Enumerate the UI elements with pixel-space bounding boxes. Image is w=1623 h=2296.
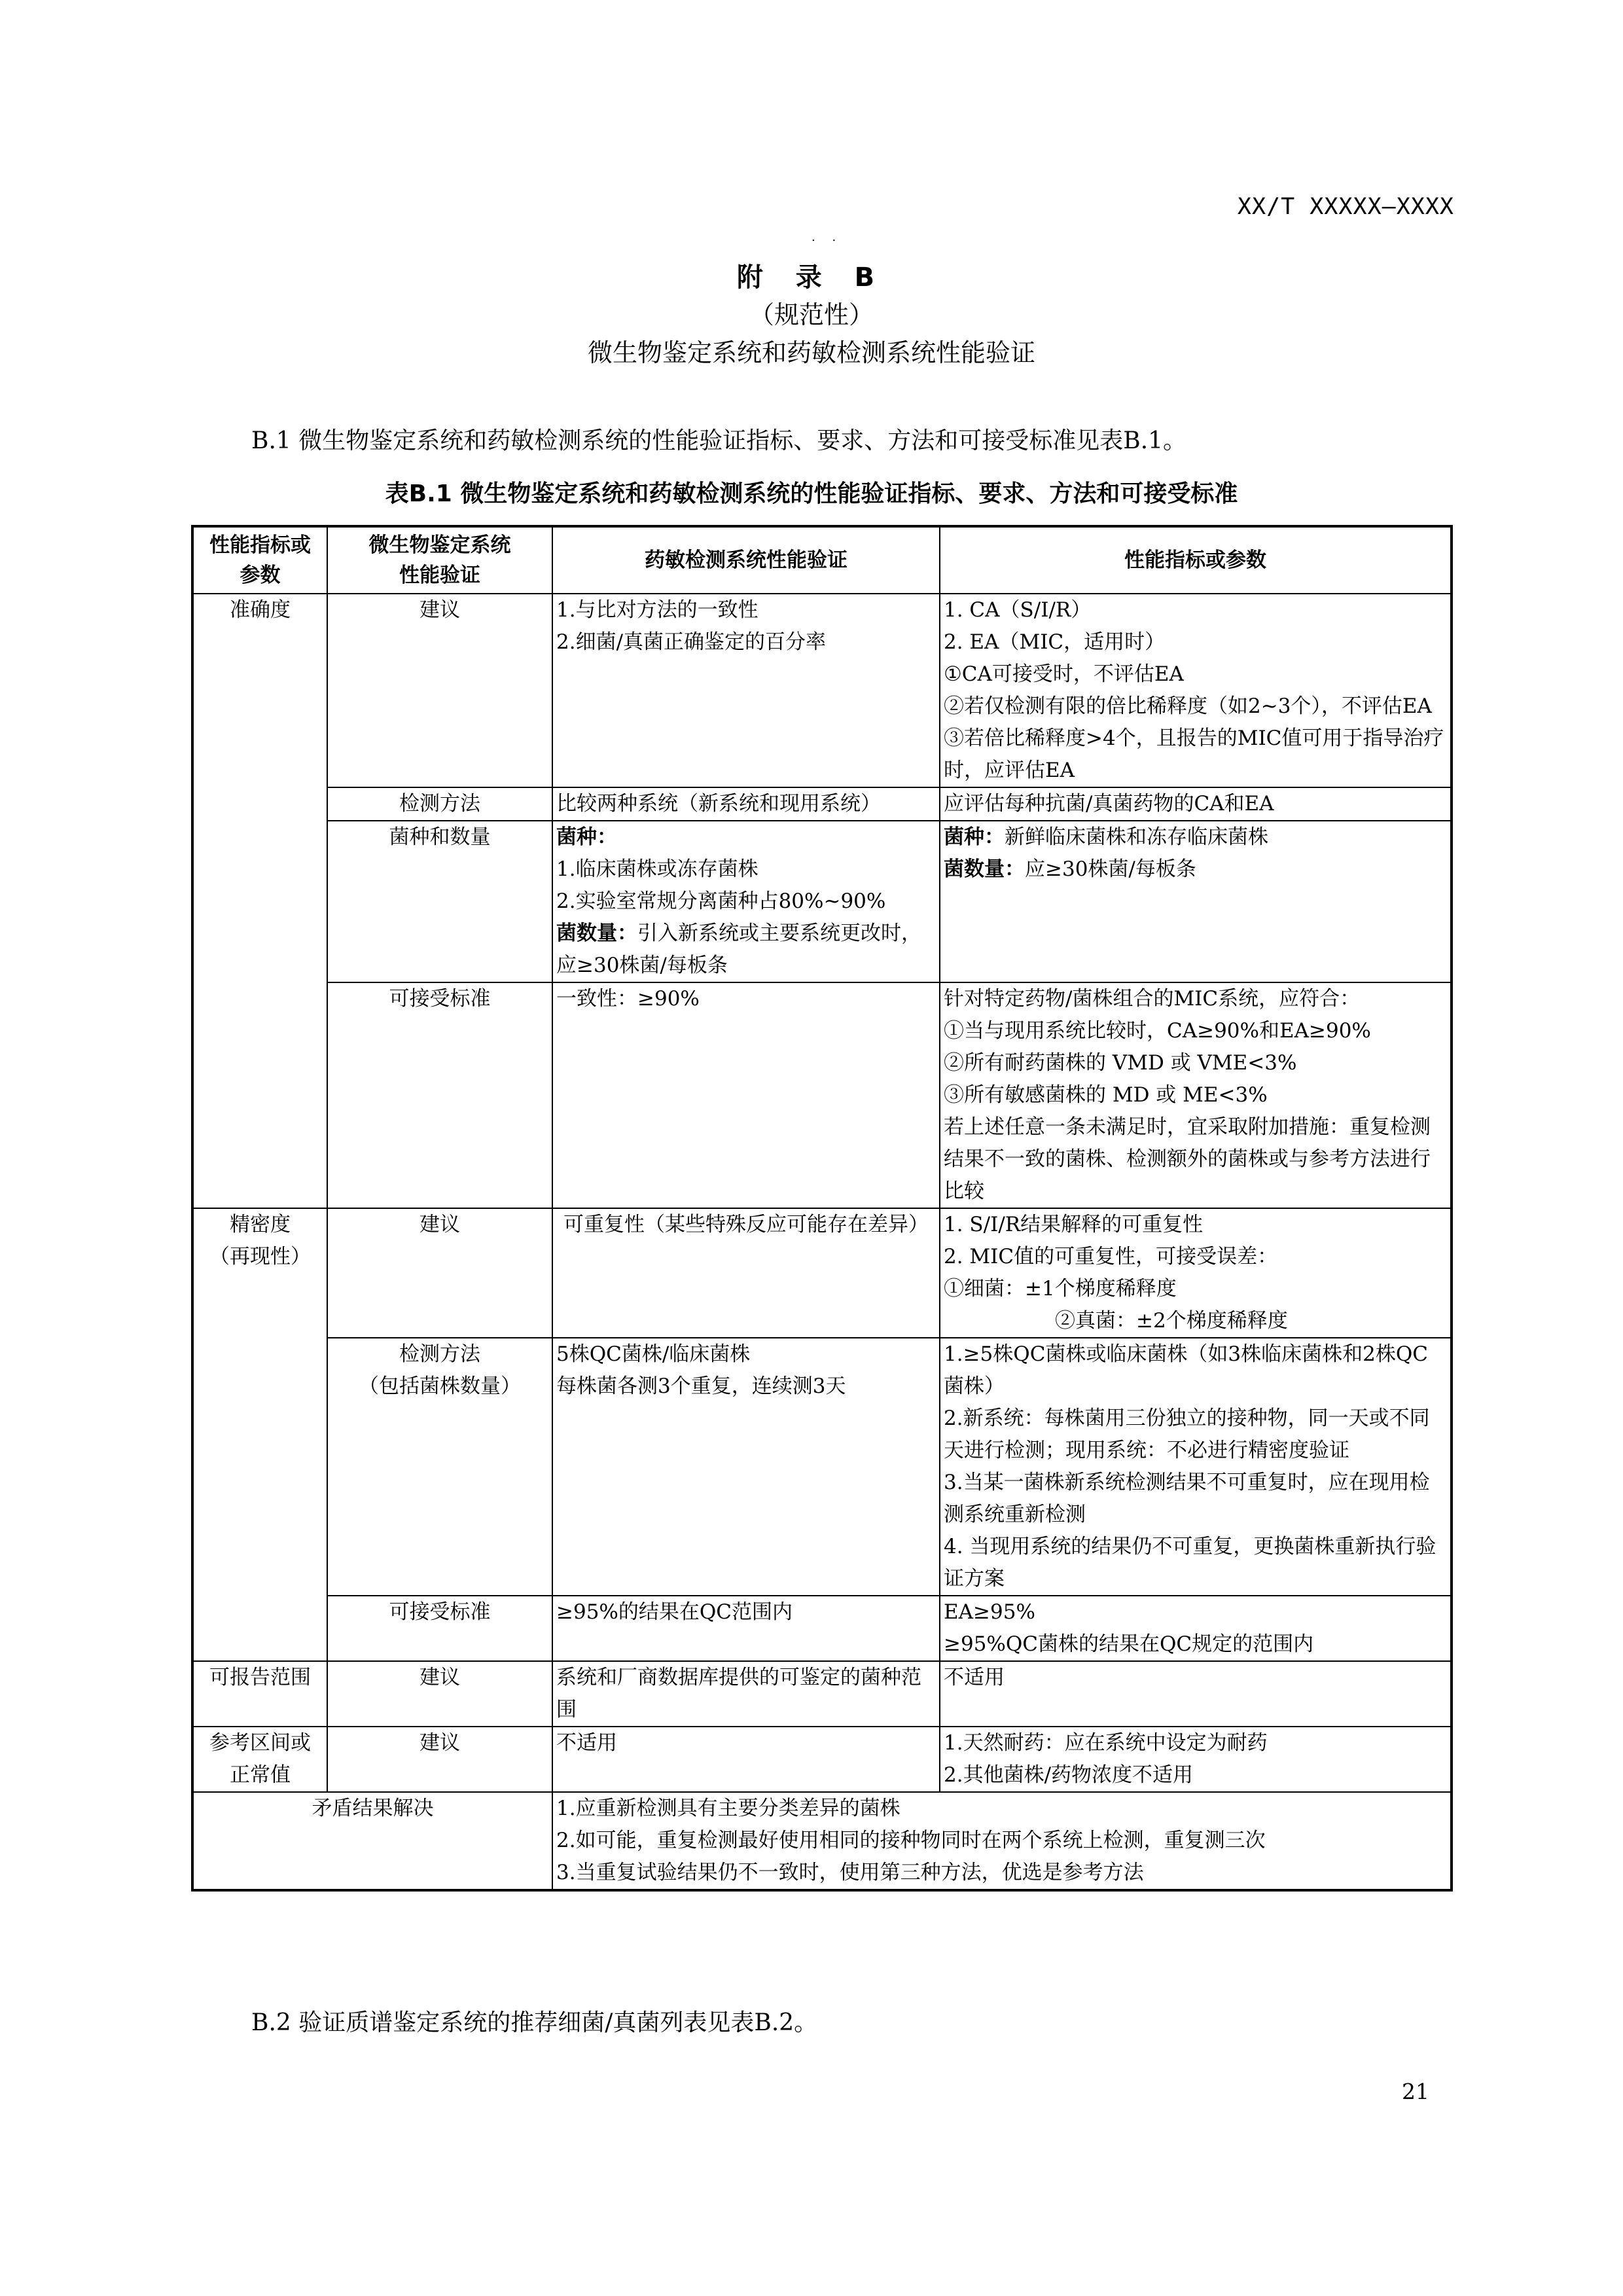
appendix-title: 附 录 B [736,262,887,293]
paragraph-b1: B.1 微生物鉴定系统和药敏检测系统的性能验证指标、要求、方法和可接受标准见表B.1。 [251,427,1187,454]
header-indicator: 性能指标或 参数 [192,526,327,594]
header-parameter: 性能指标或参数 [940,526,1452,594]
table-row [192,1661,1452,1727]
paragraph-b2: B.2 验证质谱鉴定系统的推荐细菌/真菌列表见表B.2。 [251,2009,818,2036]
row-label-precision: 精密度 （再现性） [192,1208,327,1661]
table-cell: 可重复性（某些特殊反应可能存在差异） [552,1208,940,1338]
row-label-reference: 参考区间或 正常值 [192,1727,327,1792]
table-caption: 表B.1 微生物鉴定系统和药敏检测系统的性能验证指标、要求、方法和可接受标准 [385,480,1238,507]
sub-label: 建议 [327,1208,552,1338]
table-cell: ≥95%的结果在QC范围内 [552,1596,940,1661]
table-header-row [192,526,1452,594]
table-cell: 1.与比对方法的一致性 2.细菌/真菌正确鉴定的百分率 [552,594,940,787]
table-cell: 菌种： 1.临床菌株或冻存菌株 2.实验室常规分离菌种占80%~90% 菌数量：引入新系统或主要系统更改时，应≥30株菌/每板条 [552,821,940,982]
row-label-accuracy: 准确度 [192,594,327,1208]
table-row [192,594,1452,787]
sub-label: 可接受标准 [327,982,552,1208]
table-cell: 1. CA（S/I/R） 2. EA（MIC，适用时） ①CA可接受时，不评估EA ②若仅检测有限的倍比稀释度（如2~3个），不评估EA ③若倍比稀释度>4个，且报告的MIC值可用于指导治疗时，应评估EA [940,594,1452,787]
performance-table [191,525,1453,1892]
table-row [192,1208,1452,1338]
table-cell: 针对特定药物/菌株组合的MIC系统，应符合： ①当与现用系统比较时，CA≥90%和EA≥90% ②所有耐药菌株的 VMD 或 VME<3% ③所有敏感菌株的 MD 或 ME<3% 若上述任意一条未满足时，宜采取附加措施：重复检测结果不一致的菌株、检测额外的菌株或与参考方法进行比较 [940,982,1452,1208]
table-row [192,1596,1452,1661]
table-cell: 1. S/I/R结果解释的可重复性 2. MIC值的可重复性，可接受误差： ①细菌：±1个梯度稀释度 ②真菌：±2个梯度稀释度 [940,1208,1452,1338]
sub-label: 建议 [327,1727,552,1792]
table-cell: 比较两种系统（新系统和现用系统） [552,787,940,821]
table-cell: 1.≥5株QC菌株或临床菌株（如3株临床菌株和2株QC菌株） 2.新系统：每株菌用三份独立的接种物，同一天或不同天进行检测；现用系统：不必进行精密度验证 3.当某一菌株新系统检测结果不可重复时，应在现用检测系统重新检测 4. 当现用系统的结果仍不可重复，更换菌株重新执行验证方案 [940,1338,1452,1596]
sub-label: 菌种和数量 [327,821,552,982]
header-dots: . . [812,230,843,244]
table-row [192,982,1452,1208]
table-row [192,821,1452,982]
sub-label: 检测方法 [327,787,552,821]
header-ast-system: 药敏检测系统性能验证 [552,526,940,594]
sub-label: 可接受标准 [327,1596,552,1661]
table-cell: 不适用 [552,1727,940,1792]
table-cell: EA≥95% ≥95%QC菌株的结果在QC规定的范围内 [940,1596,1452,1661]
sub-label: 检测方法 （包括菌株数量） [327,1338,552,1596]
page-number: 21 [1402,2079,1429,2104]
table-cell: 不适用 [940,1661,1452,1727]
table-cell: 应评估每种抗菌/真菌药物的CA和EA [940,787,1452,821]
table-row [192,1792,1452,1890]
appendix-subtitle: （规范性） [749,300,874,329]
table-cell: 菌种：新鲜临床菌株和冻存临床菌株 菌数量：应≥30株菌/每板条 [940,821,1452,982]
table-row [192,1338,1452,1596]
table-cell: 一致性：≥90% [552,982,940,1208]
document-code: XX/T XXXXX—XXXX [1237,194,1454,220]
table-cell: 1.天然耐药：应在系统中设定为耐药 2.其他菌株/药物浓度不适用 [940,1727,1452,1792]
table-cell: 1.应重新检测具有主要分类差异的菌株 2.如可能，重复检测最好使用相同的接种物同时在两个系统上检测，重复测三次 3.当重复试验结果仍不一致时，使用第三种方法，优选是参考方法 [552,1792,1452,1890]
table-row [192,787,1452,821]
table-row [192,1727,1452,1792]
appendix-name: 微生物鉴定系统和药敏检测系统性能验证 [587,338,1035,367]
sub-label: 建议 [327,1661,552,1727]
header-id-system: 微生物鉴定系统 性能验证 [327,526,552,594]
table-cell: 5株QC菌株/临床菌株 每株菌各测3个重复，连续测3天 [552,1338,940,1596]
row-label-range: 可报告范围 [192,1661,327,1727]
table-cell: 系统和厂商数据库提供的可鉴定的菌种范围 [552,1661,940,1727]
row-label-conflict: 矛盾结果解决 [192,1792,552,1890]
sub-label: 建议 [327,594,552,787]
